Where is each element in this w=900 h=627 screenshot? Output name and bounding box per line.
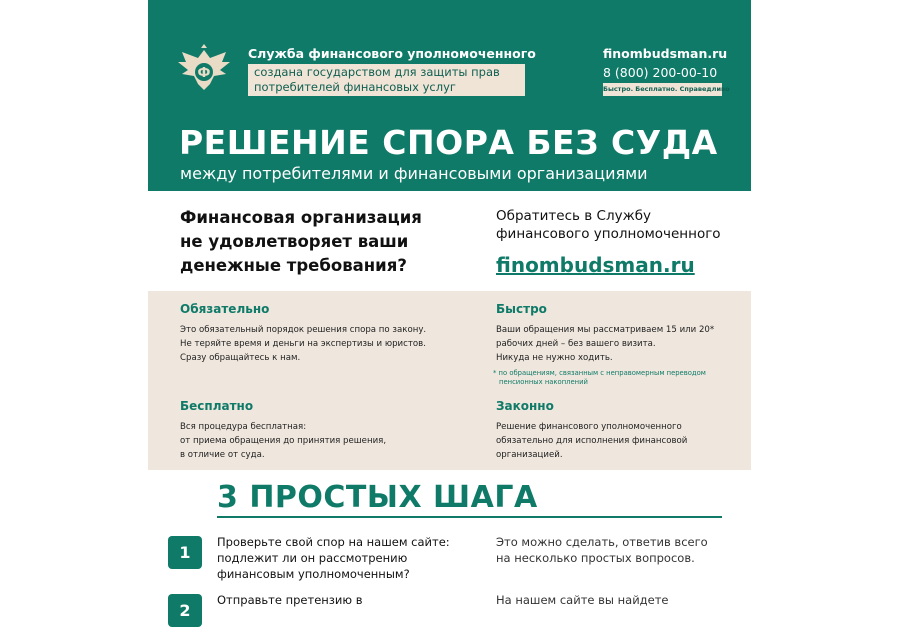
step-line: подлежит ли он рассмотрению — [217, 551, 408, 565]
feature-line: рабочих дней – без вашего визита. — [496, 339, 656, 349]
org-name: Служба финансового уполномоченного — [248, 46, 536, 61]
step-1-number: 1 — [168, 536, 202, 569]
feature-line: организацией. — [496, 450, 563, 460]
step-2-number: 2 — [168, 594, 202, 627]
tagline-line: потребителей финансовых услуг — [254, 80, 456, 94]
tagline-line: создана государством для защиты прав — [254, 65, 500, 79]
feature-title: Обязательно — [180, 302, 270, 316]
site-link[interactable]: finombudsman.ru — [496, 253, 695, 277]
svg-text:Ф: Ф — [197, 66, 211, 81]
emblem-icon — [174, 44, 234, 96]
question-text — [180, 206, 450, 278]
footnote — [493, 369, 706, 387]
feature-line: от приема обращения до принятия решения, — [180, 436, 387, 446]
feature-free — [180, 399, 386, 462]
step-2-text — [217, 592, 477, 608]
feature-line: Решение финансового уполномоченного — [496, 422, 682, 432]
question-line: не удовлетворяет ваши — [180, 232, 409, 251]
feature-title: Законно — [496, 399, 554, 413]
feature-body — [496, 323, 714, 365]
footnote-line: пенсионных накоплений — [499, 378, 588, 386]
step-note-line: На нашем сайте вы найдете — [496, 593, 669, 607]
feature-body — [496, 420, 687, 462]
step-line: Проверьте свой спор на нашем сайте: — [217, 535, 450, 549]
appeal-line: Обратитесь в Службу — [496, 208, 652, 224]
header-banner — [148, 0, 751, 191]
org-tagline — [248, 64, 525, 96]
header-site[interactable]: finombudsman.ru — [603, 46, 728, 61]
step-1-text — [217, 534, 477, 582]
appeal-line: финансового уполномоченного — [496, 226, 721, 242]
motto-badge: Быстро. Бесплатно. Справедливо — [603, 83, 722, 96]
feature-title: Бесплатно — [180, 399, 254, 413]
feature-line: Это обязательный порядок решения спора по закону. — [180, 325, 427, 335]
footnote-line: * по обращениям, связанным с неправомерным переводом — [493, 369, 706, 377]
poster — [148, 0, 751, 620]
header-phone[interactable]: 8 (800) 200-00-10 — [603, 65, 718, 80]
question-line: Финансовая организация — [180, 208, 422, 227]
subtitle: между потребителями и финансовыми организациями — [180, 164, 648, 183]
step-2-note — [496, 592, 736, 608]
feature-line: Не теряйте время и деньги на экспертизы и юристов. — [180, 339, 426, 349]
question-line: денежные требования? — [180, 256, 407, 275]
step-line: финансовым уполномоченным? — [217, 567, 410, 581]
step-note-line: Это можно сделать, ответив всего — [496, 535, 708, 549]
appeal-text — [496, 207, 736, 243]
feature-body — [180, 420, 386, 462]
steps-divider — [217, 516, 722, 518]
main-title: РЕШЕНИЕ СПОРА БЕЗ СУДА — [179, 123, 718, 162]
feature-line: обязательно для исполнения финансовой — [496, 436, 688, 446]
feature-body — [180, 323, 426, 365]
steps-title: 3 ПРОСТЫХ ШАГА — [217, 480, 538, 515]
features-panel — [148, 291, 751, 470]
feature-line: в отличие от суда. — [180, 450, 265, 460]
step-1-note — [496, 534, 736, 566]
feature-line: Ваши обращения мы рассматриваем 15 или 20* — [496, 325, 715, 335]
feature-line: Сразу обращайтесь к нам. — [180, 353, 301, 363]
feature-line: Никуда не нужно ходить. — [496, 353, 613, 363]
step-note-line: на несколько простых вопросов. — [496, 551, 695, 565]
feature-title: Быстро — [496, 302, 547, 316]
feature-line: Вся процедура бесплатная: — [180, 422, 307, 432]
feature-mandatory — [180, 302, 426, 365]
feature-fast — [496, 302, 714, 365]
step-line: Отправьте претензию в — [217, 593, 363, 607]
feature-legal — [496, 399, 687, 462]
